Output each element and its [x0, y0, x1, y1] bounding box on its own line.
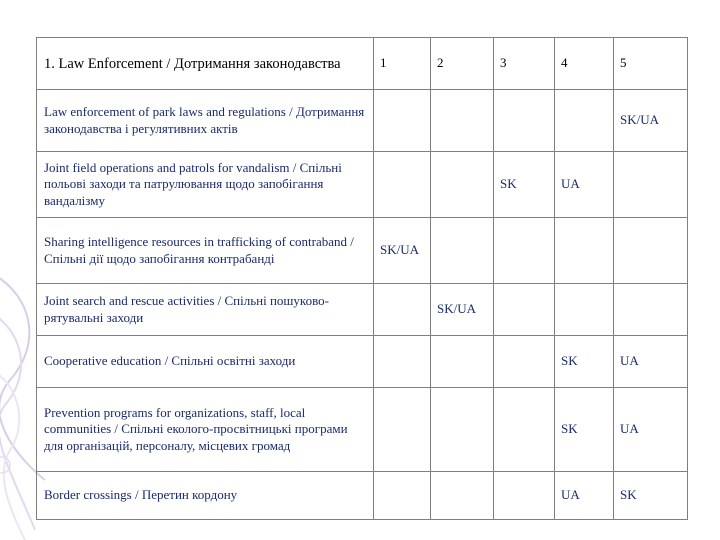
column-header-2: 2: [431, 38, 494, 90]
row-cell: [614, 152, 688, 218]
row-label: Joint search and rescue activities / Спільні пошуково-рятувальні заходи: [37, 284, 374, 336]
row-cell: [374, 152, 431, 218]
table-row: [37, 90, 688, 152]
row-cell: SK: [494, 152, 555, 218]
row-cell: SK/UA: [614, 90, 688, 152]
column-header-4: 4: [555, 38, 614, 90]
table-row: [37, 218, 688, 284]
row-label: Sharing intelligence resources in trafficking of contraband / Спільні дії щодо запобігання контрабанді: [37, 218, 374, 284]
row-cell: UA: [555, 152, 614, 218]
row-cell: [431, 388, 494, 472]
row-cell: [431, 336, 494, 388]
table-row: [37, 472, 688, 520]
row-cell: [374, 284, 431, 336]
row-cell: [374, 336, 431, 388]
row-cell: [494, 218, 555, 284]
column-header-5: 5: [614, 38, 688, 90]
table-header-row: [37, 38, 688, 90]
row-cell: [614, 218, 688, 284]
row-label: Joint field operations and patrols for vandalism / Спільні польові заходи та патрулювання щодо запобігання вандалізму: [37, 152, 374, 218]
column-header-3: 3: [494, 38, 555, 90]
row-cell: UA: [614, 336, 688, 388]
row-cell: [494, 90, 555, 152]
row-cell: [494, 336, 555, 388]
row-cell: [431, 218, 494, 284]
section-title: 1. Law Enforcement / Дотримання законодавства: [37, 38, 374, 90]
row-cell: UA: [614, 388, 688, 472]
row-cell: [555, 218, 614, 284]
row-cell: [614, 284, 688, 336]
row-label: Prevention programs for organizations, staff, local communities / Спільні еколого-просвітницькі програми для організацій, персоналу, місцевих громад: [37, 388, 374, 472]
row-cell: [374, 388, 431, 472]
row-cell: [431, 472, 494, 520]
row-cell: [374, 472, 431, 520]
row-cell: [555, 284, 614, 336]
row-cell: SK/UA: [374, 218, 431, 284]
row-cell: SK: [555, 388, 614, 472]
table-row: [37, 388, 688, 472]
row-cell: SK: [555, 336, 614, 388]
cooperation-table: [36, 37, 688, 520]
row-cell: SK: [614, 472, 688, 520]
row-cell: SK/UA: [431, 284, 494, 336]
table-row: [37, 152, 688, 218]
row-cell: [494, 284, 555, 336]
row-cell: [494, 472, 555, 520]
row-cell: [494, 388, 555, 472]
row-cell: [431, 90, 494, 152]
table-row: [37, 284, 688, 336]
row-cell: [555, 90, 614, 152]
row-cell: UA: [555, 472, 614, 520]
row-label: Border crossings / Перетин кордону: [37, 472, 374, 520]
row-cell: [374, 90, 431, 152]
table-row: [37, 336, 688, 388]
row-label: Law enforcement of park laws and regulations / Дотримання законодавства і регулятивних актів: [37, 90, 374, 152]
row-cell: [431, 152, 494, 218]
column-header-1: 1: [374, 38, 431, 90]
row-label: Cooperative education / Спільні освітні заходи: [37, 336, 374, 388]
